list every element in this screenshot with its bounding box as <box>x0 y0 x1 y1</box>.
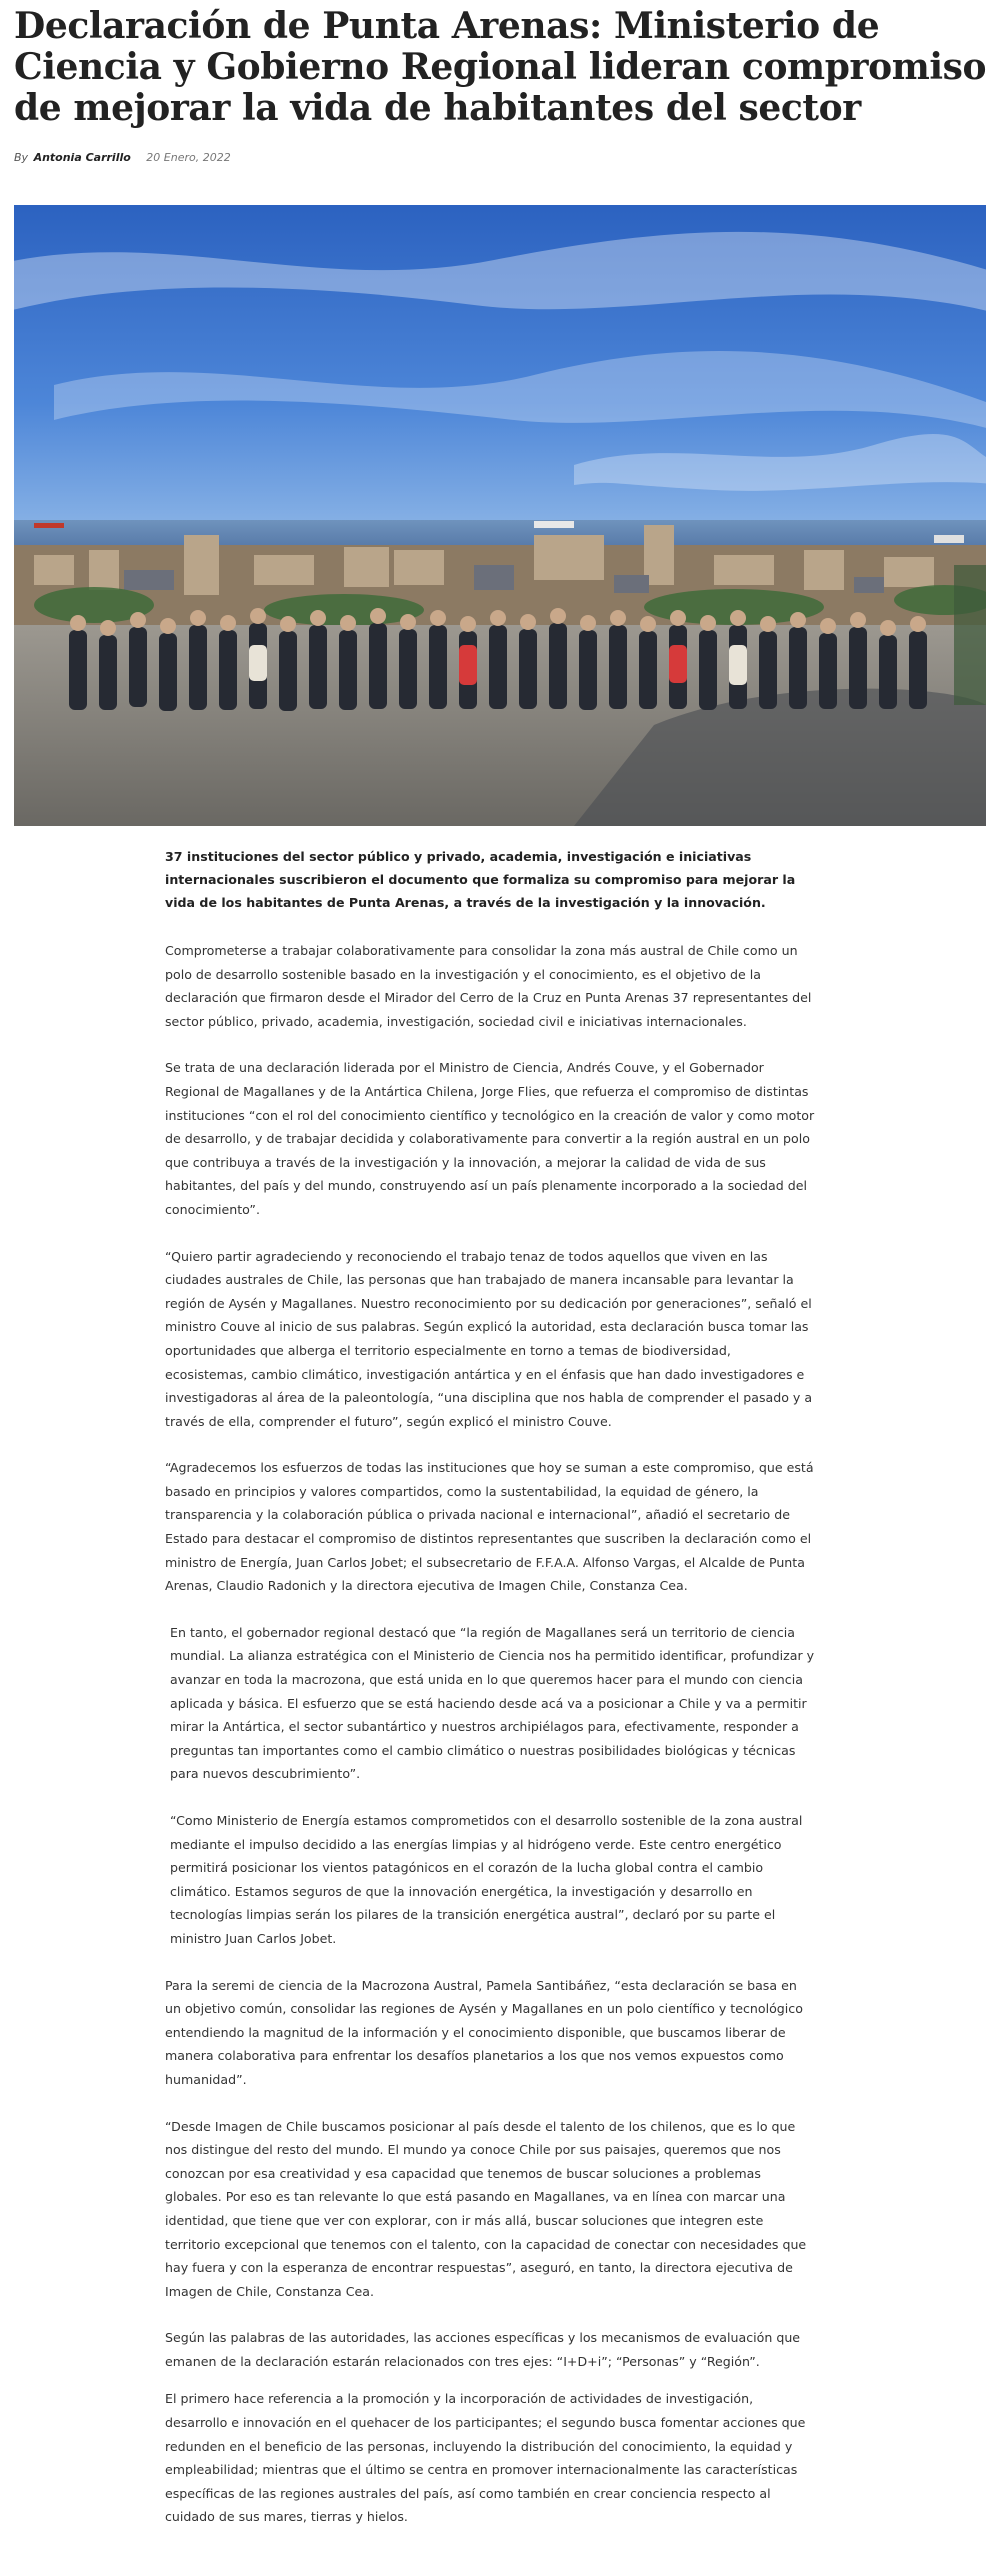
article-paragraph: El primero hace referencia a la promoción y la incorporación de actividades de investigación, desarrollo e innovación en el quehacer de los participantes; el segundo busca fomentar acciones que redunden en el beneficio de las personas, incluyendo la distribución del conocimiento, la equidad y empleabilidad; mientras que el último se centra en promover internacionalmente las características específicas de las regiones australes del país, así como también en crear conciencia respecto al cuidado de sus mares, tierras y hielos. <box>165 2391 806 2525</box>
ship <box>34 523 64 528</box>
article-paragraph: Según las palabras de las autoridades, las acciones específicas y los mecanismos de evaluación que emanen de la declaración estarán relacionados con tres ejes: “I+D+i”; “Personas” y “Región”. <box>165 2330 801 2369</box>
author-link[interactable]: Antonia Carrillo <box>33 151 131 164</box>
article-lead: 37 instituciones del sector público y privado, academia, investigación e iniciativas internacionales suscribieron el documento que formaliza su compromiso para mejorar la vida de los habitantes de Punta Arenas, a través de la investigación y la innovación. <box>165 849 796 910</box>
article-paragraph: Para la seremi de ciencia de la Macrozona Austral, Pamela Santibáñez, “esta declaración se basa en un objetivo común, consolidar las regiones de Aysén y Magallanes en un polo científico y tecnológico entendiendo la magnitud de la información y el conocimiento disponible, que buscamos liberar de manera colaborativa para enfrentar los desafíos planetarios a los que nos vemos expuestos como humanidad”. <box>165 1977 803 2087</box>
article-paragraph: “Desde Imagen de Chile buscamos posicionar al país desde el talento de los chilenos, que es lo que nos distingue del resto del mundo. El mundo ya conoce Chile por sus paisajes, queremos que nos conozcan por esa creatividad y esa capacidad que tenemos de buscar soluciones a problemas globales. Por eso es tan relevante lo que está pasando en Magallanes, va en línea con marcar una identidad, que tiene que ver con explorar, con ir más allá, buscar soluciones que integren este territorio excepcional que tenemos con el talento, con la capacidad de conectar con necesidades que hay fuera y con la esperanza de encontrar respuestas”, aseguró, en tanto, la directora ejecutiva de Imagen de Chile, Constanza Cea. <box>165 2118 807 2299</box>
publish-date: 20 Enero, 2022 <box>146 151 231 164</box>
ship <box>534 521 574 528</box>
article-title: Declaración de Punta Arenas: Ministerio de Ciencia y Gobierno Regional lideran compromiso de mejorar la vida de habitantes del sector <box>14 5 987 129</box>
article-paragraph: “Quiero partir agradeciendo y reconociendo el trabajo tenaz de todos aquellos que viven en las ciudades australes de Chile, las personas que han trabajado de manera incansable para levantar la región de Aysén y Magallanes. Nuestro reconocimiento por su dedicación por generaciones”, señaló el ministro Couve al inicio de sus palabras. Según explicó la autoridad, esta declaración busca tomar las oportunidades que alberga el territorio especialmente en torno a temas de biodiversidad, ecosistemas, cambio climático, investigación antártica y en el énfasis que han dado investigadores e investigadoras al área de la paleontología, “una disciplina que nos habla de comprender el pasado y a través de ella, comprender el futuro”, según explicó el ministro Couve. <box>165 1248 813 1429</box>
article-byline <box>14 151 231 164</box>
byline-prefix: By <box>14 151 29 164</box>
article-paragraph: En tanto, el gobernador regional destacó que “la región de Magallanes será un territorio de ciencia mundial. La alianza estratégica con el Ministerio de Ciencia nos ha permitido identificar, profundizar y avanzar en toda la macrozona, que está unida en lo que queremos hacer para el mundo con ciencia aplicada y básica. El esfuerzo que se está haciendo desde acá va a posicionar a Chile y va a permitir mirar la Antártica, el sector subantártico y nuestros archipiélagos para, efectivamente, responder a preguntas tan importantes como el cambio climático o nuestras posibilidades biológicas y técnicas para nuevos descubrimiento”. <box>170 1624 815 1782</box>
article-paragraph: “Como Ministerio de Energía estamos comprometidos con el desarrollo sostenible de la zona austral mediante el impulso decidido a las energías limpias y al hidrógeno verde. Este centro energético permitirá posicionar los vientos patagónicos en el corazón de la lucha global contra el cambio climático. Estamos seguros de que la innovación energética, la investigación y desarrollo en tecnologías limpias serán los pilares de la transición energética austral”, declaró por su parte el ministro Juan Carlos Jobet. <box>170 1813 803 1946</box>
people-group <box>69 608 927 711</box>
ship <box>934 535 964 543</box>
article-body <box>165 845 815 2552</box>
article-paragraph: “Agradecemos los esfuerzos de todas las instituciones que hoy se suman a este compromiso, que está basado en principios y valores compartidos, como la sustentabilidad, la equidad de género, la transparencia y la colaboración pública o privada nacional e internacional”, añadió el secretario de Estado para destacar el compromiso de distintos representantes que suscriben la declaración como el ministro de Energía, Juan Carlos Jobet; el subsecretario de F.F.A.A. Alfonso Vargas, el Alcalde de Punta Arenas, Claudio Radonich y la directora ejecutiva de Imagen Chile, Constanza Cea. <box>165 1460 814 1594</box>
hedge <box>954 565 986 705</box>
article-paragraph: Comprometerse a trabajar colaborativamente para consolidar la zona más austral de Chile como un polo de desarrollo sostenible basado en la investigación y el conocimiento, es el objetivo de la declaración que firmaron desde el Mirador del Cerro de la Cruz en Punta Arenas 37 representantes del sector público, privado, academia, investigación, sociedad civil e iniciativas internacionales. <box>165 943 812 1029</box>
article-paragraph: Se trata de una declaración liderada por el Ministro de Ciencia, Andrés Couve, y el Gobernador Regional de Magallanes y de la Antártica Chilena, Jorge Flies, que refuerza el compromiso de distintas instituciones “con el rol del conocimiento científico y tecnológico en la creación de valor y como motor de desarrollo, y de trabajar decidida y colaborativamente para convertir a la región austral en un polo que contribuya a través de la investigación y la innovación, a mejorar la calidad de vida de sus habitantes, del país y del mundo, construyendo así un país plenamente incorporado a la sociedad del conocimiento”. <box>165 1060 815 1217</box>
group-photo-illustration <box>14 205 986 826</box>
hero-photo <box>14 205 986 826</box>
